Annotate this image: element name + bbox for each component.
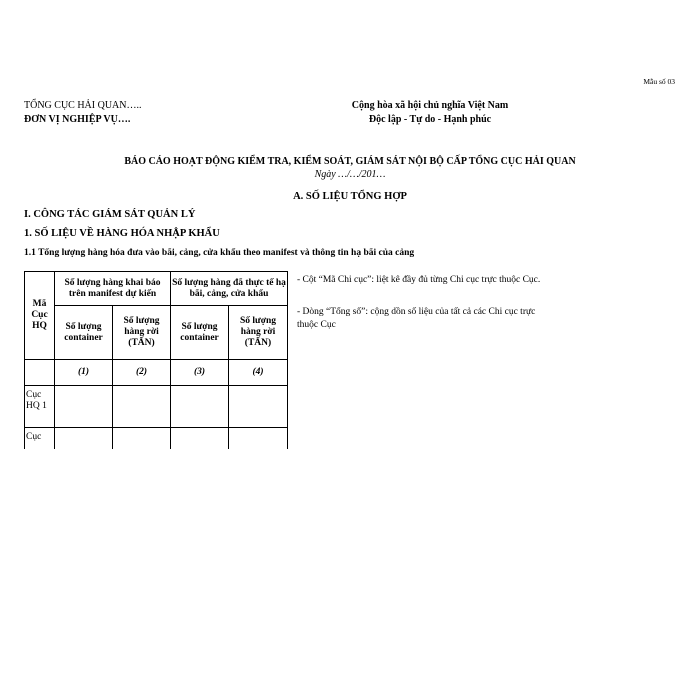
- group-manifest-header: Số lượng hàng khai báo trên manifest dự kiến: [55, 272, 171, 306]
- sub-loose-1: Số lượng hàng rời (TẤN): [113, 306, 171, 360]
- nation-line-2: Độc lập - Tự do - Hạnh phúc: [368, 114, 492, 125]
- num-cell-2: (2): [113, 360, 171, 386]
- note-ma-chi-cuc: - Cột “Mã Chi cục”: liệt kê đầy đủ từng Chi cục trực thuộc Cục.: [297, 275, 541, 285]
- num-cell-4: (4): [229, 360, 288, 386]
- table-cell: [113, 428, 171, 450]
- table-header-row-2: [25, 306, 288, 360]
- import-goods-table: [24, 271, 288, 449]
- table-cell: [229, 386, 288, 428]
- row-label-1: Cục HQ 1: [25, 386, 55, 428]
- section-a-heading: A. SỐ LIỆU TỔNG HỢP: [293, 191, 407, 202]
- nation-line-1: Cộng hòa xã hội chủ nghĩa Việt Nam: [351, 100, 509, 111]
- table-cell: [55, 386, 113, 428]
- group-actual-header: Số lượng hàng đã thực tế hạ bãi, cảng, cửa khẩu: [171, 272, 288, 306]
- section-1-1-1-heading: 1.1 Tổng lượng hàng hóa đưa vào bãi, cảng, cửa khẩu theo manifest và thông tin hạ bãi của cảng: [24, 248, 415, 258]
- agency-line-1: TỔNG CỤC HẢI QUAN…..: [24, 100, 142, 111]
- table-cell: [113, 386, 171, 428]
- table-cell: [171, 428, 229, 450]
- report-date: Ngày …/…/201…: [314, 169, 386, 180]
- sub-container-1: Số lượng container: [55, 306, 113, 360]
- sub-loose-2: Số lượng hàng rời (TẤN): [229, 306, 288, 360]
- num-cell-3: (3): [171, 360, 229, 386]
- sub-container-2: Số lượng container: [171, 306, 229, 360]
- num-cell-1: (1): [55, 360, 113, 386]
- table-row: [25, 386, 288, 428]
- table-row: [25, 428, 288, 450]
- table-header-row-1: [25, 272, 288, 306]
- table-cell: [171, 386, 229, 428]
- agency-line-2: ĐƠN VỊ NGHIỆP VỤ….: [24, 114, 131, 125]
- note-tong-so: - Dòng “Tổng số”: cộng dồn số liệu của tất cả các Chi cục trực thuộc Cục: [297, 307, 536, 330]
- report-title: BÁO CÁO HOẠT ĐỘNG KIỂM TRA, KIỂM SOÁT, GIÁM SÁT NỘI BỘ CẤP TỔNG CỤC HẢI QUAN: [124, 156, 576, 167]
- section-1-heading: I. CÔNG TÁC GIÁM SÁT QUẢN LÝ: [24, 209, 196, 220]
- section-1-1-heading: 1. SỐ LIỆU VỀ HÀNG HÓA NHẬP KHẨU: [24, 228, 220, 239]
- table-cell: [55, 428, 113, 450]
- form-number: Mẫu số 03: [643, 77, 675, 86]
- row-label-2: Cục: [25, 428, 55, 450]
- col-code-header: Mã Cục HQ: [25, 272, 55, 360]
- num-cell-0: [25, 360, 55, 386]
- table-number-row: [25, 360, 288, 386]
- table-cell: [229, 428, 288, 450]
